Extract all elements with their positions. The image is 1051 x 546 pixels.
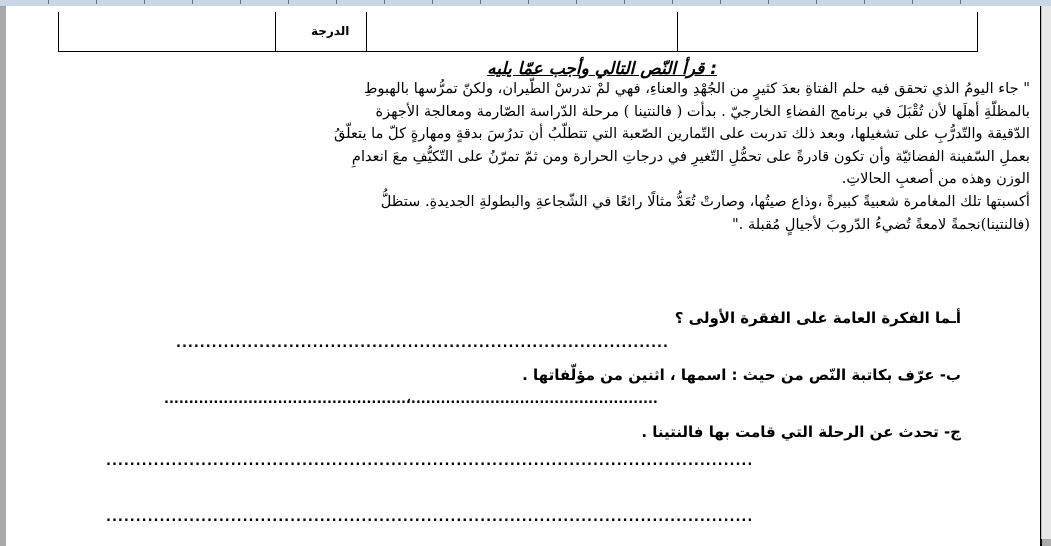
question-b: ب- عرّف بكاتبة النّص من حيث : اسمها ، اثنين من مؤلّفاتها . (522, 366, 961, 384)
question-a: أـما الفكرة العامة على الفقرة الأولى ؟ (674, 309, 961, 327)
answer-line-b[interactable]: .................................................،.................................................. (164, 392, 658, 407)
answer-line-a[interactable]: ................................................................................... (176, 336, 669, 351)
grade-table-cell-4 (677, 12, 978, 52)
passage-line: الدّقيقة والتّدرُّبِ على تشغيلها، وبعد ذلك تدربت على التّمارين الصّعبة التي تتطلّبُ أن تدرُسَ بدقةٍ ومهارةٍ كلّ ما يتعلّقُ (334, 125, 1030, 143)
answer-line-c1[interactable]: ............................................................................................................. (106, 454, 754, 469)
passage-line: بالمظلّةِ أهلَها لأن تُقْبَلَ في برنامج الفضاءِ الخارجيّ . بدأت ( فالنتينا ) مرحلة الدّراسة الصّارمة ومعالجة الأجهزة (375, 102, 1030, 120)
grade-table-cell-1 (58, 12, 276, 52)
passage-line: أكسبتها تلك المغامرة شعبيةً كبيرةً ،وذاع صيتُها، وصارتْ تُعَدُّ مثالًا رائعًا في الشّجاعةِ والبطولةِ الجديدةِ. ستظلُّ (380, 192, 1030, 210)
grade-label: الدرجة (311, 24, 350, 38)
reading-passage (100, 78, 1030, 236)
document-page (6, 6, 1040, 546)
question-c: ج- تحدث عن الرحلة التي قامت بها فالنتينا . (641, 423, 961, 441)
reading-heading: قرأ النّص التالي وأجب عمّا يليه : (487, 59, 717, 79)
passage-line: الوزن وهذه من أصعبِ الحالاتِ. (841, 170, 1030, 188)
vertical-scrollbar[interactable] (1041, 6, 1051, 539)
answer-line-c2[interactable]: ............................................................................................................. (106, 510, 754, 525)
passage-line: (فالنتينا)نجمةً لامعةً تُضيءُ الدّروبَ لأجيالٍ مُقبلة ." (731, 215, 1030, 233)
passage-line: " جاء اليومُ الذي تحقق فيه حلم الفتاةِ بعدَ كثيرٍ من الجُهْدِ والعناءِ، فهي لمْ تدرسْ الطّيران، ولكنّ تمرُّسها بالهبوطِ (363, 80, 1030, 97)
grade-table-cell-3 (366, 12, 678, 52)
passage-line: بعملِ السّفينة الفضائيّة وأن تكون قادرةً على تحمُّلِ التّغيرِ في درجاتِ الحرارة ومن ثمّ تمرّنُ على التّكيُّفِ معَ انعدامِ (351, 147, 1030, 165)
